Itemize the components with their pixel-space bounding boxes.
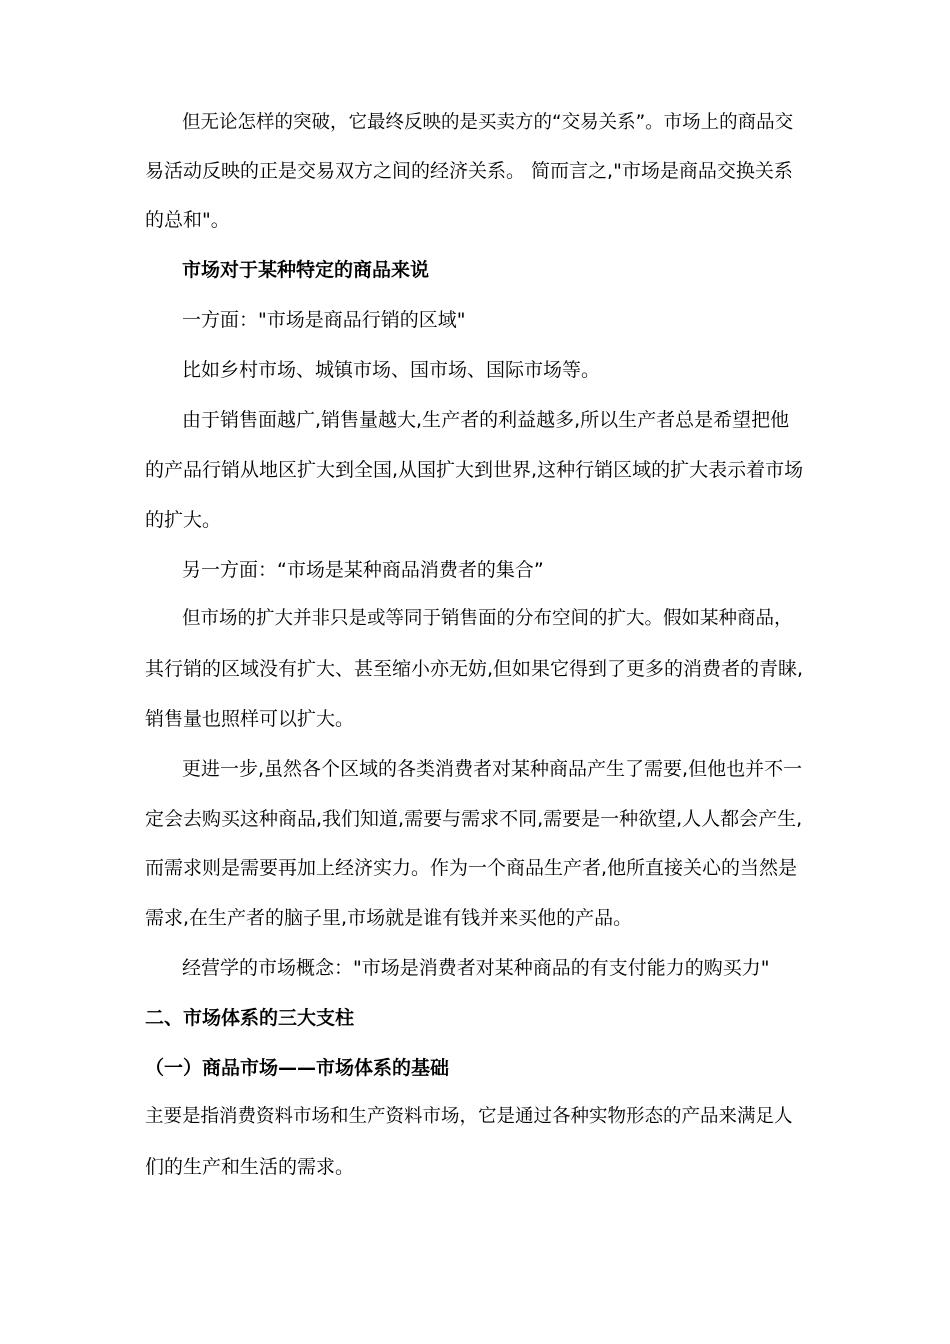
section-subheading: 市场对于某种特定的商品来说 [182,259,430,281]
paragraph-line: 但市场的扩大并非只是或等同于销售面的分布空间的扩大。假如某种商品， [182,608,793,629]
paragraph-line: 的扩大。 [145,509,222,531]
paragraph-line: 而需求则是需要再加上经济实力。作为一个商品生产者,他所直接关心的当然是 [145,857,798,879]
paragraph-line: 比如乡村市场、城镇市场、国市场、国际市场等。 [182,359,601,381]
paragraph-line: 其行销的区域没有扩大、甚至缩小亦无妨,但如果它得到了更多的消费者的青睐, [145,658,804,680]
section-subheading: （一）商品市场——市场体系的基础 [145,1057,450,1079]
paragraph-line: 易活动反映的正是交易双方之间的经济关系。 简而言之,"市场是商品交换关系 [145,160,793,182]
paragraph-line: 们的生产和生活的需求。 [145,1156,355,1178]
paragraph-line: 主要是指消费资料市场和生产资料市场，它是通过各种实物形态的产品来满足人 [145,1106,793,1127]
paragraph-line: 经营学的市场概念："市场是消费者对某种商品的有支付能力的购买力" [182,957,770,979]
section-heading: 二、市场体系的三大支柱 [145,1007,355,1029]
paragraph-line: 定会去购买这种商品,我们知道,需要与需求不同,需要是一种欲望,人人都会产生, [145,808,803,830]
paragraph-line: 但无论怎样的突破，它最终反映的是买卖方的“交易关系”。市场上的商品交 [182,112,794,133]
paragraph-line: 的总和"。 [145,209,230,231]
paragraph-line: 另一方面：“市场是某种商品消费者的集合” [182,559,544,581]
paragraph-line: 需求,在生产者的脑子里,市场就是谁有钱并来买他的产品。 [145,907,633,929]
paragraph-line: 由于销售面越广,销售量越大,生产者的利益越多,所以生产者总是希望把他 [182,409,790,431]
paragraph-line: 的产品行销从地区扩大到全国,从国扩大到世界,这种行销区域的扩大表示着市场 [145,459,804,481]
paragraph-line: 一方面："市场是商品行销的区域" [182,309,466,331]
paragraph-line: 销售量也照样可以扩大。 [145,708,355,730]
paragraph-line: 更进一步,虽然各个区域的各类消费者对某种商品产生了需要,但他也并不一 [182,758,803,780]
